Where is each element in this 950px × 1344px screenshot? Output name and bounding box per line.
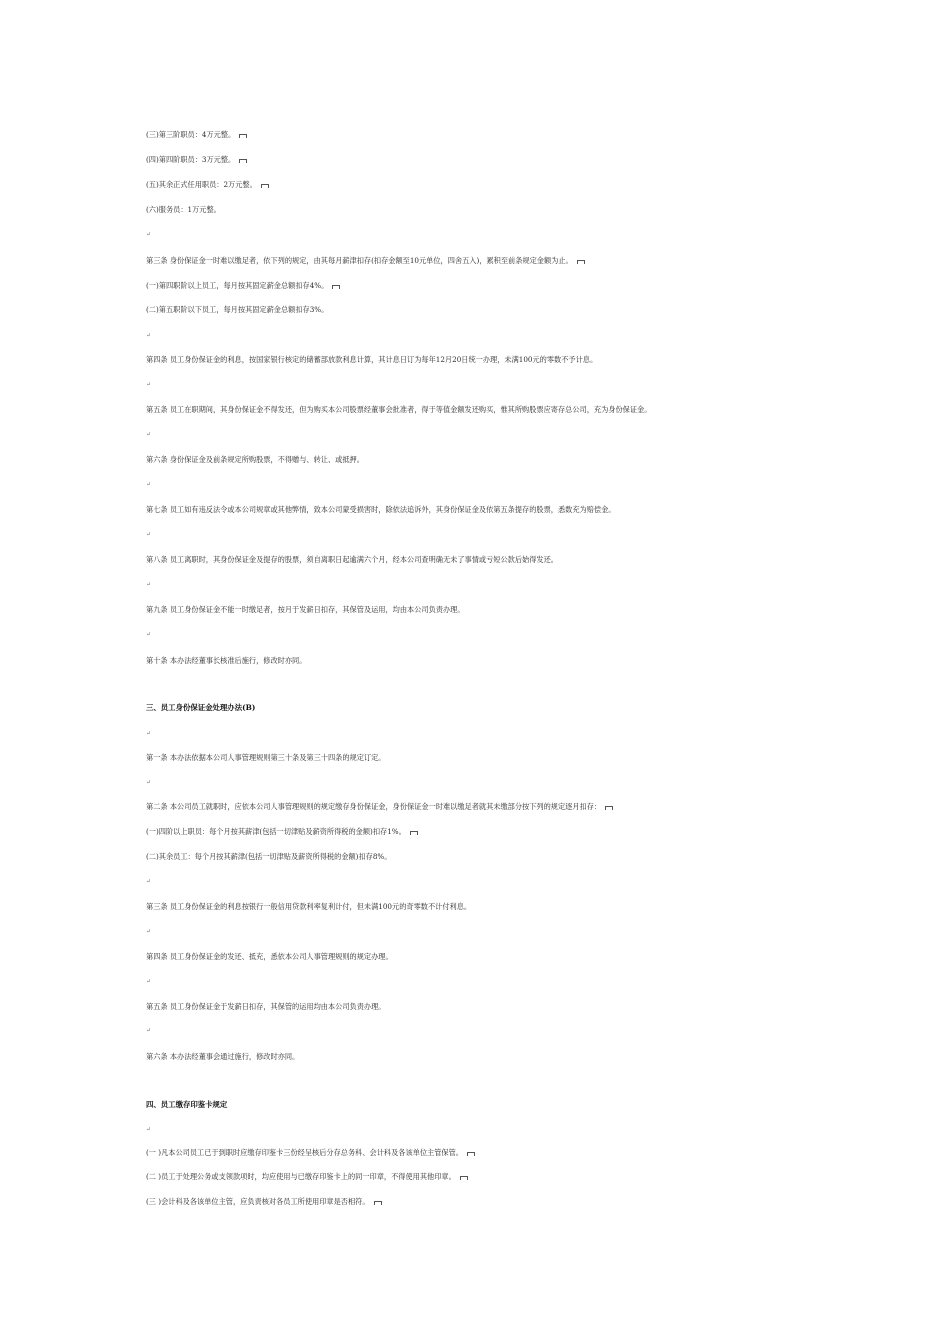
paragraph-line [146, 305, 328, 315]
line-text: 第六条 本办法经董事会通过施行，修改时亦同。 [146, 1052, 300, 1061]
paragraph-line [146, 180, 269, 190]
paragraph-mark [146, 530, 151, 540]
line-text: 第五条 员工在职期间，其身份保证金不得发还，但为购买本公司股票经董事会批准者，得于等值金额发还购买，惟其所购股票应寄存总公司，充为身份保证金。 [146, 405, 652, 414]
line-text: ↵ [146, 531, 152, 538]
line-break-icon [577, 260, 585, 264]
line-break-icon [332, 285, 340, 289]
section-heading [146, 703, 255, 713]
paragraph-line [146, 455, 364, 465]
paragraph-line [146, 902, 471, 912]
paragraph-mark [146, 480, 151, 490]
line-text: 第四条 员工身份保证金的利息，按国家银行核定的储蓄部放款利息计算，其计息日订为每年12月20日统一办理，未满100元的零数不予计息。 [146, 355, 598, 364]
paragraph-line [146, 753, 385, 763]
line-text: ↵ [146, 978, 152, 985]
line-text: ↵ [146, 332, 152, 339]
line-text: 第四条 员工身份保证金的发还、抵充，悉依本公司人事管理规则的规定办理。 [146, 952, 393, 961]
line-text: 四、员工缴存印鉴卡规定 [146, 1100, 228, 1109]
paragraph-line [146, 281, 340, 291]
paragraph-line [146, 1197, 382, 1207]
line-break-icon [374, 1201, 382, 1205]
paragraph-line [146, 205, 221, 215]
paragraph-mark [146, 630, 151, 640]
paragraph-line [146, 827, 418, 837]
line-text: (六)服务员：1万元整。 [146, 205, 221, 214]
paragraph-line [146, 852, 391, 862]
paragraph-line [146, 1172, 468, 1182]
line-text: 第八条 员工离职时，其身份保证金及提存的股票，须自离职日起逾满六个月，经本公司查明确无未了事情或亏短公款后始得发还。 [146, 555, 558, 564]
line-text: (三 )会计科及各该单位主管，应负责核对各员工所使用印章是否相符。 [146, 1197, 370, 1206]
line-text: ↵ [146, 878, 152, 885]
line-text: (二)其余员工：每个月按其薪津(包括一切津贴及薪资所得税的金额)扣存8%。 [146, 852, 392, 861]
paragraph-line [146, 405, 651, 415]
paragraph-mark [146, 1026, 151, 1036]
line-text: 第七条 员工如有违反法令或本公司规章或其他弊情，致本公司蒙受损害时，除依法追诉外，其身份保证金及依第五条提存的股票，悉数充为赔偿金。 [146, 505, 616, 514]
line-break-icon [239, 159, 247, 163]
line-break-icon [261, 184, 269, 188]
line-text: (二)第五职阶以下员工，每月按其固定薪金总额扣存3%。 [146, 305, 329, 314]
line-text: ↵ [146, 431, 152, 438]
line-text: ↵ [146, 730, 152, 737]
paragraph-mark [146, 778, 151, 788]
paragraph-line [146, 1002, 385, 1012]
paragraph-mark [146, 430, 151, 440]
paragraph-line [146, 355, 597, 365]
line-text: (四)第四阶职员：3万元整。 [146, 155, 236, 164]
line-text: 第三条 员工身份保证金的利息按银行一般信用贷款利率复利计付，但未满100元的奇零数不计付利息。 [146, 902, 472, 911]
line-text: ↵ [146, 631, 152, 638]
line-text: (三)第三阶职员：4万元整。 [146, 130, 236, 139]
paragraph-mark [146, 580, 151, 590]
paragraph-mark [146, 331, 151, 341]
paragraph-mark [146, 977, 151, 987]
paragraph-line [146, 1148, 475, 1158]
line-break-icon [460, 1176, 468, 1180]
line-text: 第三条 身份保证金一时难以缴足者，依下列的规定，由其每月薪津扣存(扣存金额至10元单位，四舍五入)，累积至前条规定金额为止。 [146, 256, 573, 265]
line-text: 第五条 员工身份保证金于发薪日扣存，其保管的运用均由本公司负责办理。 [146, 1002, 386, 1011]
line-text: 第九条 员工身份保证金不能一时缴足者，按月于发薪日扣存，其保管及运用，均由本公司负责办理。 [146, 605, 465, 614]
paragraph-line [146, 130, 247, 140]
paragraph-mark [146, 927, 151, 937]
line-text: ↵ [146, 581, 152, 588]
section-heading [146, 1100, 227, 1110]
line-text: (一 )凡本公司员工已于到职时应缴存印鉴卡三份经呈核后分存总务科、会计科及各该单位主管保管。 [146, 1148, 463, 1157]
paragraph-line [146, 656, 306, 666]
paragraph-line [146, 952, 393, 962]
paragraph-line [146, 505, 615, 515]
paragraph-mark [146, 877, 151, 887]
line-text: (二 )员工于处理公务或支领款项时，均应使用与已缴存印鉴卡上的同一印章，不得使用其他印章。 [146, 1172, 456, 1181]
paragraph-line [146, 256, 585, 266]
paragraph-line [146, 1052, 299, 1062]
line-text: (五)其余正式任用职员：2万元整。 [146, 180, 257, 189]
line-break-icon [467, 1152, 475, 1156]
line-text: 第六条 身份保证金及前条规定所购股票，不得赠与、转让、或抵押。 [146, 455, 364, 464]
paragraph-line [146, 155, 247, 165]
line-text: (一)第四职阶以上员工，每月按其固定薪金总额扣存4%。 [146, 281, 329, 290]
line-text: 三、员工身份保证金处理办法(B) [146, 703, 256, 712]
line-break-icon [239, 134, 247, 138]
paragraph-mark [146, 1125, 151, 1135]
paragraph-line [146, 802, 613, 812]
line-text: ↵ [146, 928, 152, 935]
line-text: ↵ [146, 1126, 152, 1133]
paragraph-mark [146, 380, 151, 390]
line-text: 第十条 本办法经董事长核准后施行，修改时亦同。 [146, 656, 307, 665]
line-text: 第二条 本公司员工就职时，应依本公司人事管理规则的规定缴存身份保证金，身份保证金一时难以缴足者就其未缴部分按下列的规定逐月扣存： [146, 802, 602, 811]
line-text: ↵ [146, 231, 152, 238]
paragraph-line [146, 555, 558, 565]
paragraph-line [146, 605, 465, 615]
line-text: ↵ [146, 381, 152, 388]
line-text: ↵ [146, 481, 152, 488]
paragraph-mark [146, 729, 151, 739]
line-text: ↵ [146, 1027, 152, 1034]
paragraph-mark [146, 230, 151, 240]
line-text: 第一条 本办法依据本公司人事管理规则第三十条及第三十四条的规定订定。 [146, 753, 386, 762]
line-text: ↵ [146, 779, 152, 786]
line-text: (一)四阶以上职员：每个月按其薪津(包括一切津贴及薪资所得税的金额)扣存1%。 [146, 827, 406, 836]
line-break-icon [410, 831, 418, 835]
line-break-icon [605, 806, 613, 810]
